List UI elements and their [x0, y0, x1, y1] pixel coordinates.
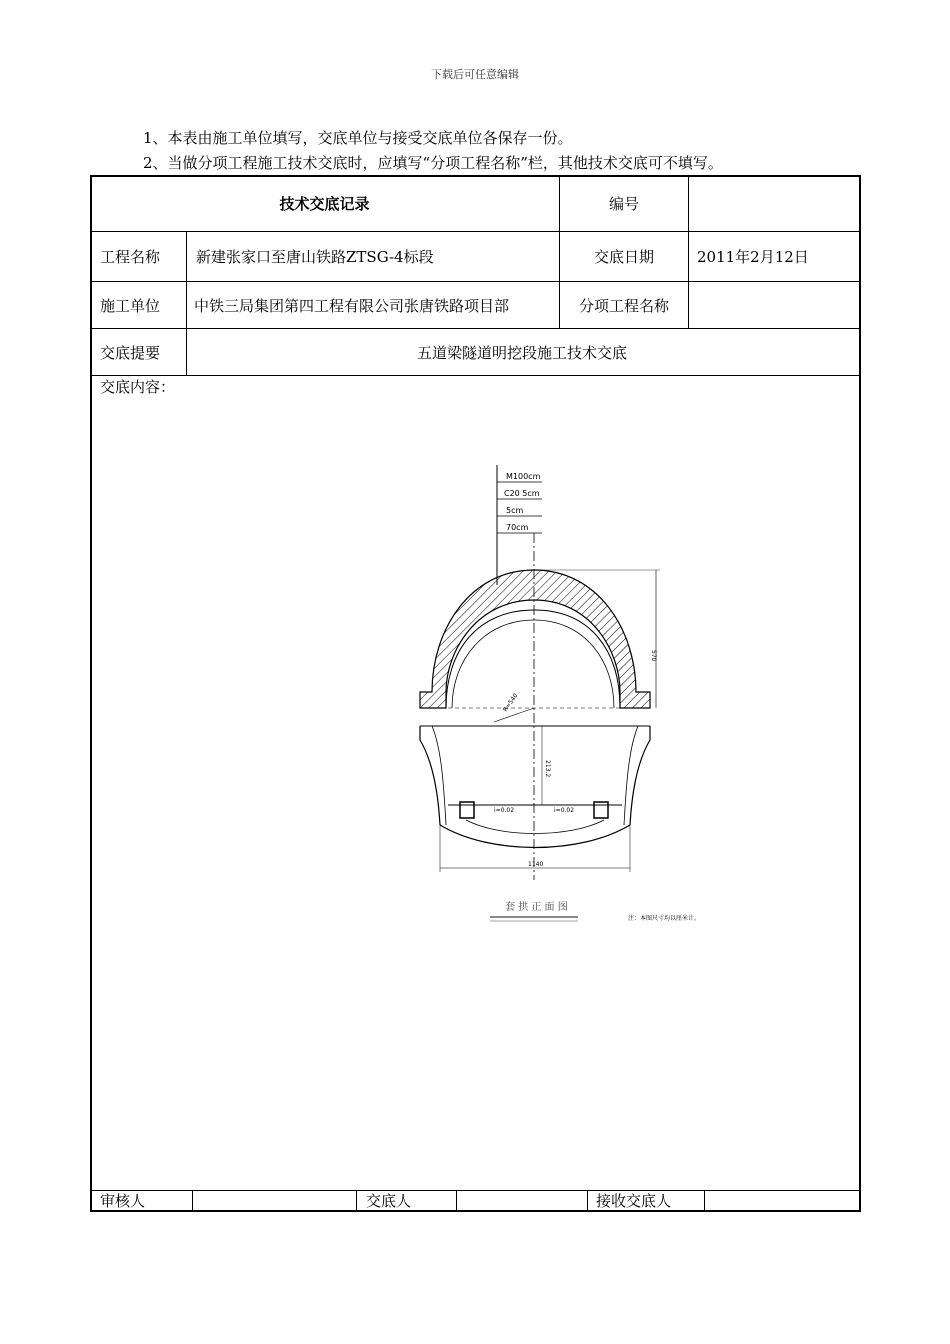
rail-slope-left: i=0.02 — [494, 807, 515, 814]
receiver-value[interactable] — [710, 1191, 856, 1210]
layer-label-4: 70cm — [506, 523, 529, 532]
presenter-value[interactable] — [462, 1191, 586, 1210]
date-label: 交底日期 — [593, 248, 654, 266]
col-divider — [356, 1190, 357, 1210]
content-label: 交底内容： — [100, 377, 176, 396]
width-label: 1140 — [528, 861, 544, 868]
instruction-note-1: 1、本表由施工单位填写，交底单位与接受交底单位各保存一份。 — [143, 129, 573, 147]
height-label: 570 — [650, 650, 657, 662]
project-name-label: 工程名称 — [100, 248, 161, 266]
radius-line — [494, 708, 534, 722]
summary-value[interactable]: 五道梁隧道明挖段施工技术交底 — [416, 343, 627, 362]
construction-unit-label: 施工单位 — [100, 296, 161, 315]
invert-arc — [440, 825, 630, 848]
date-value[interactable]: 2011年2月12日 — [697, 248, 809, 266]
layer-callout — [497, 465, 542, 585]
col-divider — [192, 1190, 193, 1210]
construction-unit-value[interactable]: 中铁三局集团第四工程有限公司张唐铁路项目部 — [194, 296, 510, 315]
reviewer-value[interactable] — [198, 1191, 354, 1210]
header-note: 下载后可任意编辑 — [431, 68, 519, 81]
summary-label: 交底提要 — [100, 343, 161, 362]
drawing-remark: 注：本图尺寸均以厘米计。 — [628, 915, 700, 922]
row-divider — [90, 375, 860, 376]
presenter-label: 交底人 — [366, 1192, 412, 1210]
col-divider — [456, 1190, 457, 1210]
col-divider — [688, 175, 689, 328]
number-label: 编号 — [608, 194, 639, 213]
left-cable-trough — [460, 802, 474, 818]
layer-label-1: M100cm — [506, 472, 541, 481]
subproject-label: 分项工程名称 — [578, 296, 669, 315]
rail-slope-right: i=0.02 — [554, 807, 575, 814]
col-divider — [587, 1190, 588, 1210]
radius-label: R=540 — [501, 692, 520, 714]
number-field[interactable] — [696, 175, 856, 231]
reviewer-label: 审核人 — [100, 1192, 146, 1210]
invert-inner — [466, 820, 604, 834]
layer-label-2: C20 5cm — [504, 489, 540, 498]
tunnel-arch-drawing — [320, 460, 700, 930]
outer-arch — [420, 570, 650, 708]
instruction-note-2: 2、当做分项工程施工技术交底时，应填写“分项工程名称”栏，其他技术交底可不填写。 — [143, 154, 723, 172]
drawing-caption: 套 拱 正 面 图 — [505, 902, 568, 913]
inner-dimension-label: 213.2 — [544, 760, 551, 778]
subproject-value[interactable] — [696, 282, 856, 328]
inner-lining-2 — [452, 620, 614, 708]
form-title: 技术交底记录 — [279, 194, 370, 213]
receiver-label: 接收交底人 — [596, 1192, 672, 1210]
col-divider — [704, 1190, 705, 1210]
layer-label-3: 5cm — [506, 506, 524, 515]
project-name-value[interactable]: 新建张家口至唐山铁路ZTSG-4标段 — [196, 248, 434, 266]
right-cable-trough — [594, 802, 608, 818]
